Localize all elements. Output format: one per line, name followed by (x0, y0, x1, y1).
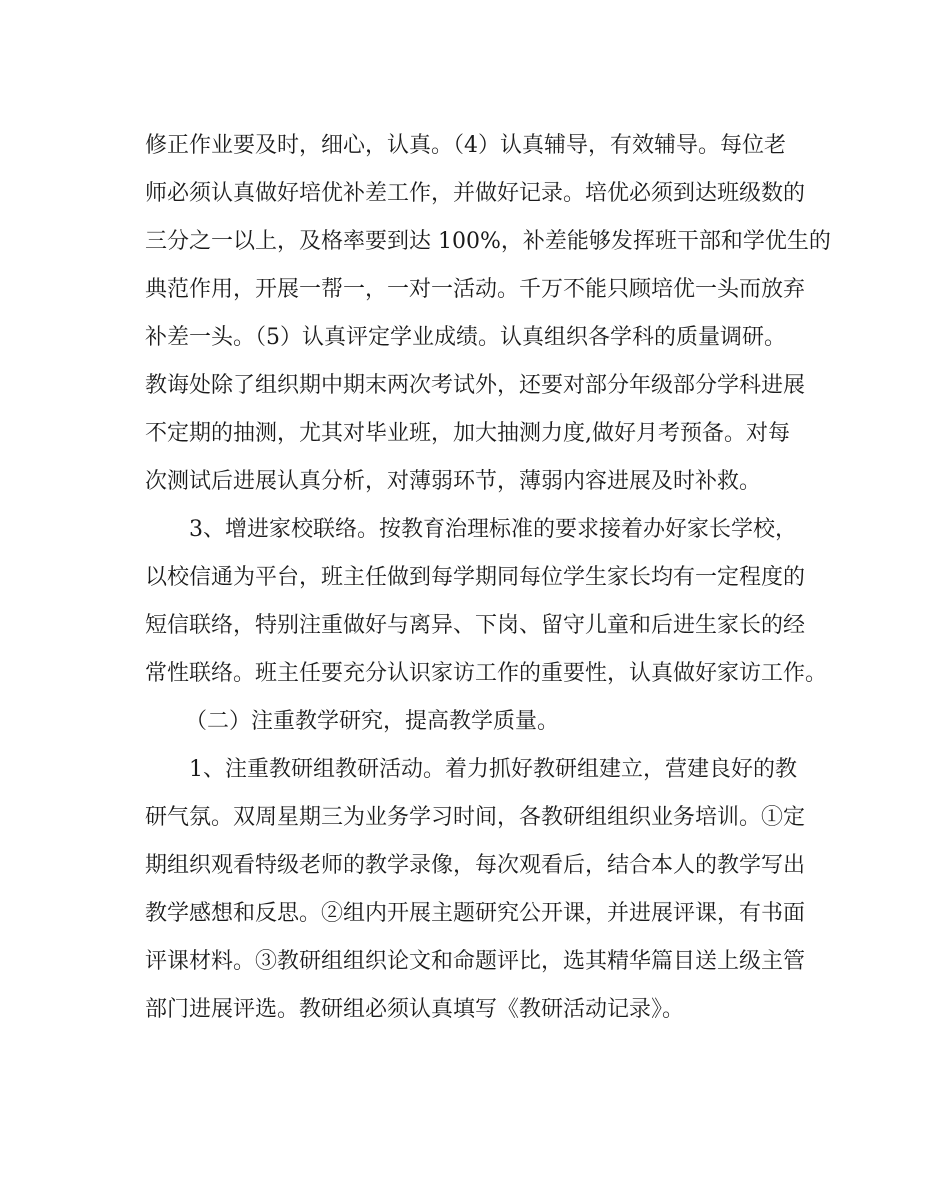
text-line: 修正作业要及时，细心，认真。（4）认真辅导，有效辅导。每位老 (145, 133, 786, 158)
text-line: 教学感想和反思。②组内开展主题研究公开课，并进展评课，有书面 (145, 901, 806, 926)
text-line: 研气氛。双周星期三为业务学习时间，各教研组组织业务培训。①定 (145, 805, 806, 830)
text-line: 三分之一以上，及格率要到达 100%，补差能够发挥班干部和学优生的 (145, 229, 831, 254)
text-line: 短信联络，特别注重做好与离异、下岗、留守儿童和后进生家长的经 (145, 613, 806, 638)
text-line: 次测试后进展认真分析，对薄弱环节，薄弱内容进展及时补救。 (145, 469, 762, 494)
text-line: 师必须认真做好培优补差工作，并做好记录。培优必须到达班级数的 (145, 181, 806, 206)
text-line: 教诲处除了组织期中期末两次考试外，还要对部分年级部分学科进展 (145, 373, 806, 398)
text-line: 期组织观看特级老师的教学录像，每次观看后，结合本人的教学写出 (145, 853, 806, 878)
text-line: 以校信通为平台，班主任做到每学期同每位学生家长均有一定程度的 (145, 565, 806, 590)
section-heading: （二）注重教学研究，提高教学质量。 (185, 709, 560, 734)
text-line: 补差一头。（5）认真评定学业成绩。认真组织各学科的质量调研。 (145, 325, 786, 350)
text-line: 常性联络。班主任要充分认识家访工作的重要性，认真做好家访工作。 (145, 661, 828, 686)
paragraph-start-line: 1、注重教研组教研活动。着力抓好教研组建立，营建良好的教 (189, 757, 797, 782)
text-line: 评课材料。③教研组组织论文和命题评比，选其精华篇目送上级主管 (145, 949, 806, 974)
paragraph-start-line: 3、增进家校联络。按教育治理标准的要求接着办好家长学校， (189, 517, 797, 542)
text-line: 不定期的抽测，尤其对毕业班，加大抽测力度,做好月考预备。对每 (145, 421, 790, 446)
body-text (145, 122, 831, 1034)
text-line: 典范作用，开展一帮一，一对一活动。千万不能只顾培优一头而放弃 (145, 277, 806, 302)
text-line: 部门进展评选。教研组必须认真填写《教研活动记录》。 (145, 997, 685, 1022)
